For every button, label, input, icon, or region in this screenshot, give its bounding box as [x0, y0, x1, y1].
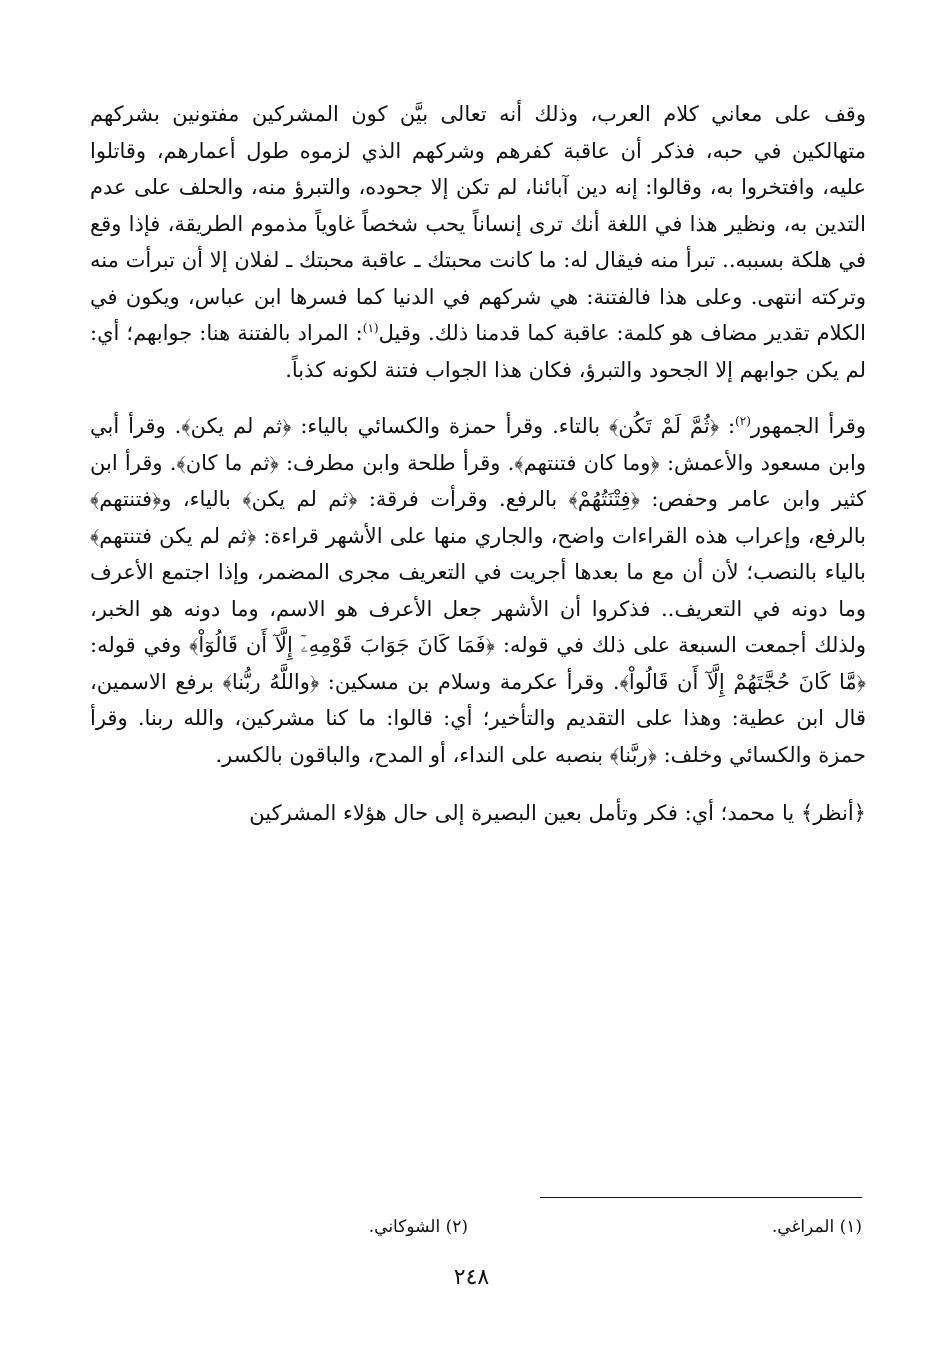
paragraph-2 [90, 408, 866, 773]
paragraph-1 [90, 96, 866, 388]
paragraph-1-text-b: : المراد بالفتنة هنا: جوابهم؛ أي: لم يكن جوابهم إلا الجحود والتبرؤ، فكان هذا الجواب فتنة لكونه كذباً. [90, 321, 866, 382]
body-text [90, 96, 866, 832]
paragraph-2-text-b: : ﴿ثُمَّ لَمْ تَكُن﴾ بالتاء. وقرأ حمزة والكسائي بالياء: ﴿ثم لم يكن﴾. وقرأ أبي وابن مسعود والأعمش: ﴿وما كان فتنتهم﴾. وقرأ طلحة وابن مطرف: ﴿ثم ما كان﴾. وقرأ ابن كثير وابن عامر وحفص: ﴿فِتْنَتُهُمْ﴾ بالرفع. وقرأت فرقة: ﴿ثم لم يكن﴾ بالياء، و﴿فتنتهم﴾ بالرفع، وإعراب هذه القراءات واضح، والجاري منها على الأشهر قراءة: ﴿ثم لم يكن فتنتهم﴾ بالياء بالنصب؛ لأن أن مع ما بعدها أجريت في التعريف مجرى المضمر، وإذا اجتمع الأعرف وما دونه في التعريف.. فذكروا أن الأشهر جعل الأعرف هو الاسم، وما دونه هو الخبر، ولذلك أجمعت السبعة على ذلك في قوله: ﴿فَمَا كَانَ جَوَابَ قَوْمِهِۦٓ إِلَّآ أَن قَالُوٓاْ﴾ وفي قوله: ﴿مَّا كَانَ حُجَّتَهُمْ إِلَّآ أَن قَالُواْ﴾. وقرأ عكرمة وسلام بن مسكين: ﴿واللَّهُ ربُّنا﴾ برفع الاسمين، قال ابن عطية: وهذا على التقديم والتأخير؛ أي: قالوا: ما كنا مشركين، والله ربنا. وقرأ حمزة والكسائي وخلف: ﴿ربَّنا﴾ بنصبه على النداء، أو المدح، والباقون بالكسر. [90, 414, 866, 767]
paragraph-3: ﴿أنظر﴾ يا محمد؛ أي: فكر وتأمل بعين البصيرة إلى حال هؤلاء المشركين [249, 801, 866, 825]
footnote-2: (٢) الشوكاني. [368, 1217, 468, 1237]
footnote-separator [540, 1197, 862, 1198]
footnote-ref-2[interactable]: (٢) [735, 414, 751, 428]
paragraph-1-text-a: وقف على معاني كلام العرب، وذلك أنه تعالى بيَّن كون المشركين مفتونين بشركهم متهالكين في حبه، فذكر أن عاقبة كفرهم وشركهم الذي لزموه طول أعمارهم، وقاتلوا عليه، وافتخروا به، وقالوا: إنه دين آبائنا، لم تكن إلا جحوده، والتبرؤ منه، والحلف على عدم التدين به، ونظير هذا في اللغة أنك ترى إنساناً يحب شخصاً غاوياً مذموم الطريقة، فإذا وقع في هلكة بسببه.. تبرأ منه فيقال له: ما كانت محبتك ـ عاقبة محبتك ـ لفلان إلا أن تبرأت منه وتركته انتهى. وعلى هذا فالفتنة: هي شركهم في الدنيا كما فسرها ابن عباس، ويكون في الكلام تقدير مضاف هو كلمة: عاقبة كما قدمنا ذلك. وقيل [90, 102, 866, 345]
footnote-ref-1[interactable]: (١) [362, 321, 379, 335]
footnote-1: (١) المراغي. [771, 1217, 862, 1237]
page-number: ٢٤٨ [453, 1265, 490, 1290]
paragraph-2-text-a: وقرأ الجمهور [750, 414, 866, 438]
